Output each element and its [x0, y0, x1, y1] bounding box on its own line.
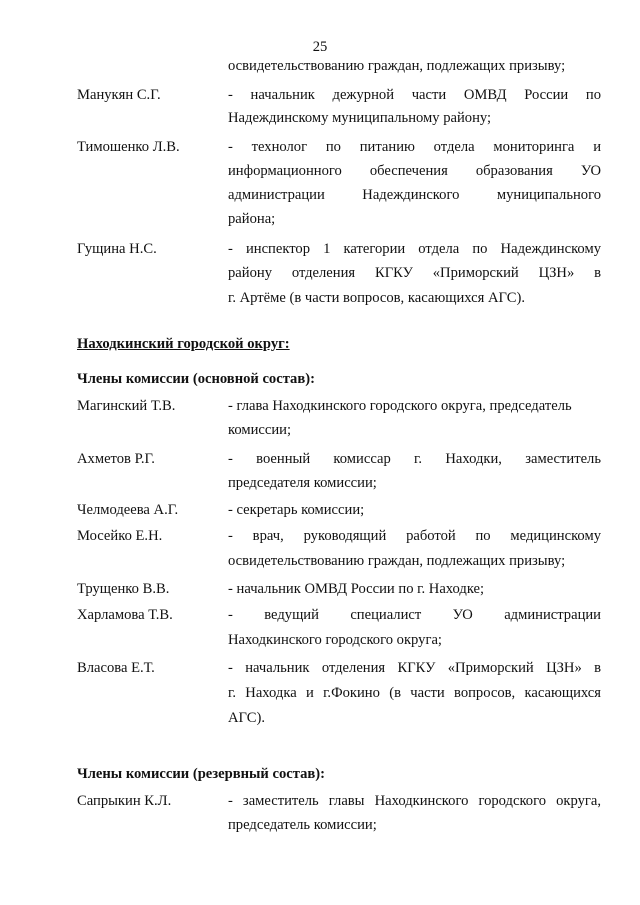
section-heading-reserve: Члены комиссии (резервный состав):: [77, 766, 325, 782]
member-name: Ахметов Р.Г.: [77, 451, 155, 467]
member-desc-line: комиссии;: [228, 422, 292, 438]
page-number: 25: [312, 39, 328, 55]
member-desc-line: району отделения КГКУ «Приморский ЦЗН» в: [228, 265, 601, 281]
member-name: Власова Е.Т.: [77, 660, 155, 676]
member-desc-line: района;: [228, 211, 276, 227]
member-desc-line: - врач, руководящий работой по медицинскому: [228, 528, 601, 544]
member-desc-line: г. Артёме (в части вопросов, касающихся АГС).: [228, 290, 526, 306]
section-heading-main: Члены комиссии (основной состав):: [77, 371, 315, 387]
member-name: Сапрыкин К.Л.: [77, 793, 172, 809]
member-name: Челмодеева А.Г.: [77, 502, 179, 518]
member-desc-line: Находкинского городского округа;: [228, 632, 442, 648]
member-desc-line: - начальник ОМВД России по г. Находке;: [228, 581, 485, 597]
member-desc-line: председателя комиссии;: [228, 475, 377, 491]
member-name: Магинский Т.В.: [77, 398, 176, 414]
member-desc-line: - военный комиссар г. Находки, заместитель: [228, 451, 601, 467]
member-desc-line: Надеждинскому муниципальному району;: [228, 110, 492, 126]
member-name: Манукян С.Г.: [77, 87, 161, 103]
member-desc-line: - ведущий специалист УО администрации: [228, 607, 601, 623]
member-desc-line: освидетельствованию граждан, подлежащих призыву;: [228, 58, 566, 74]
member-name: Тимошенко Л.В.: [77, 139, 180, 155]
member-desc-line: - заместитель главы Находкинского городского округа,: [228, 793, 601, 809]
member-desc-line: - начальник дежурной части ОМВД России по: [228, 87, 601, 103]
member-desc-line: информационного обеспечения образования УО: [228, 163, 601, 179]
member-desc-line: - начальник отделения КГКУ «Приморский ЦЗН» в: [228, 660, 601, 676]
member-desc-line: председатель комиссии;: [228, 817, 377, 833]
member-name: Трущенко В.В.: [77, 581, 170, 597]
member-desc-line: администрации Надеждинского муниципального: [228, 187, 601, 203]
member-desc-line: освидетельствованию граждан, подлежащих призыву;: [228, 553, 566, 569]
member-desc-line: - технолог по питанию отдела мониторинга и: [228, 139, 601, 155]
member-desc-line: г. Находка и г.Фокино (в части вопросов, касающихся: [228, 685, 601, 701]
member-desc-line: - глава Находкинского городского округа, председатель: [228, 398, 572, 414]
member-name: Гущина Н.С.: [77, 241, 157, 257]
member-desc-line: - инспектор 1 категории отдела по Надеждинскому: [228, 241, 601, 257]
district-heading: Находкинский городской округ:: [77, 336, 290, 352]
member-desc-line: - секретарь комиссии;: [228, 502, 365, 518]
member-name: Харламова Т.В.: [77, 607, 173, 623]
member-desc-line: АГС).: [228, 710, 266, 726]
member-name: Мосейко Е.Н.: [77, 528, 163, 544]
